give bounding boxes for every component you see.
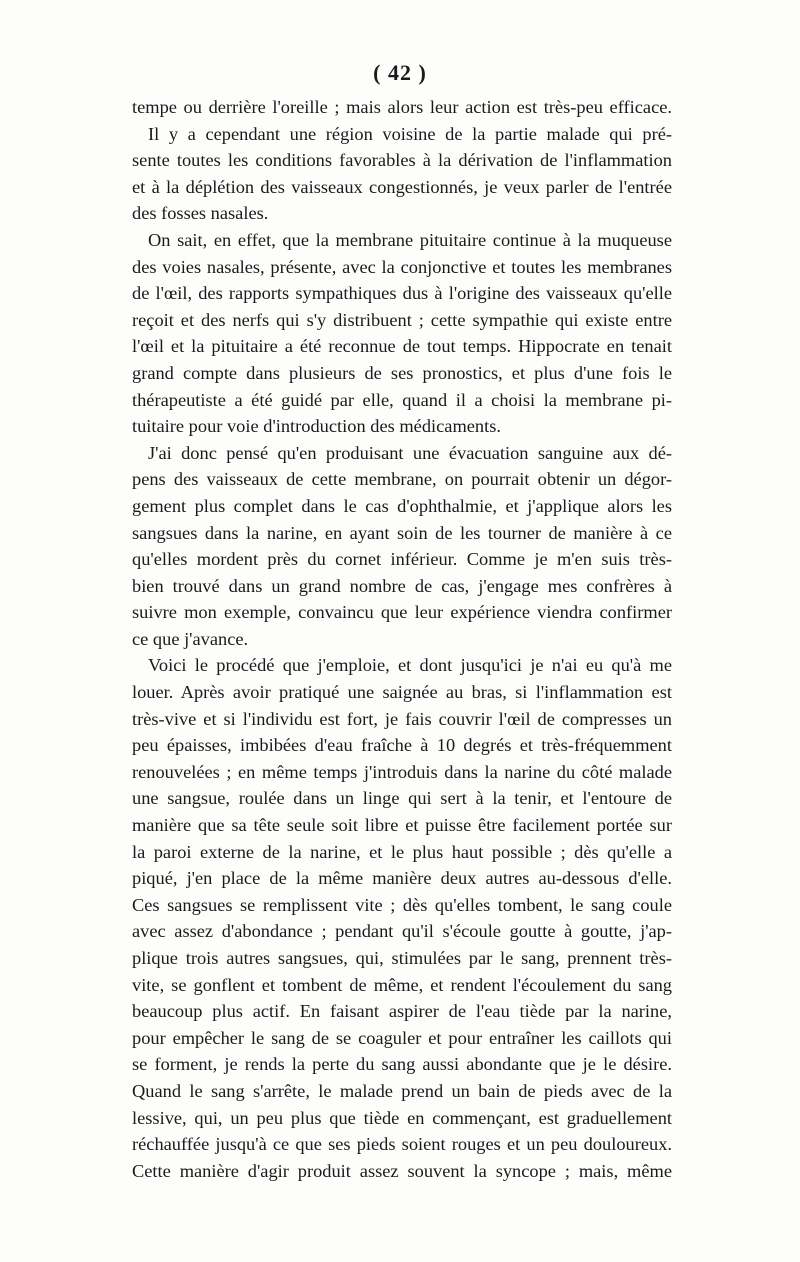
text-line: renouvelées ; en même temps j'introduis dans la narine du côté malade [132, 761, 672, 782]
text-line: et à la déplétion des vaisseaux congestionnés, je veux parler de l'entrée [132, 176, 672, 197]
body-text [132, 94, 672, 1184]
text-line: une sangsue, roulée dans un linge qui sert à la tenir, et l'entoure de [132, 788, 672, 809]
text-line: lessive, qui, un peu plus que tiède en commençant, est graduellement [132, 1107, 672, 1128]
text-line: pour empêcher le sang de se coaguler et pour entraîner les caillots qui [132, 1027, 672, 1048]
text-line: tempe ou derrière l'oreille ; mais alors leur action est très-peu efficace. [132, 97, 672, 117]
text-line: sangsues dans la narine, en ayant soin de les tourner de manière à ce [132, 522, 672, 543]
text-line: avec assez d'abondance ; pendant qu'il s'écoule goutte à goutte, j'ap- [132, 921, 672, 942]
text-line: manière que sa tête seule soit libre et puisse être facilement portée sur [132, 815, 672, 836]
text-line: très-vive et si l'individu est fort, je fais couvrir l'œil de compresses un [132, 708, 672, 729]
text-line: Il y a cependant une région voisine de la partie malade qui pré- [148, 123, 672, 144]
text-line: la paroi externe de la narine, et le plus haut possible ; dès qu'elle a [132, 841, 672, 862]
text-line: suivre mon exemple, convaincu que leur expérience viendra confirmer [132, 602, 672, 623]
text-line: sente toutes les conditions favorables à la dérivation de l'inflammation [132, 150, 672, 171]
text-line: Cette manière d'agir produit assez souvent la syncope ; mais, même [132, 1160, 672, 1181]
text-line: pens des vaisseaux de cette membrane, on pourrait obtenir un dégor- [132, 469, 672, 490]
text-line: des fosses nasales. [132, 203, 269, 224]
text-line: de l'œil, des rapports sympathiques dus à l'origine des vaisseaux qu'elle [132, 283, 672, 304]
text-line: beaucoup plus actif. En faisant aspirer de l'eau tiède par la narine, [132, 1001, 672, 1022]
text-line: Ces sangsues se remplissent vite ; dès qu'elles tombent, le sang coule [132, 894, 672, 915]
text-line: se forment, je rends la perte du sang aussi abondante que je le désire. [132, 1054, 672, 1075]
text-line: des voies nasales, présente, avec la conjonctive et toutes les membranes [132, 256, 672, 277]
text-line: qu'elles mordent près du cornet inférieur. Comme je m'en suis très- [132, 549, 672, 570]
text-line: J'ai donc pensé qu'en produisant une évacuation sanguine aux dé- [148, 442, 672, 463]
text-line: réchauffée jusqu'à ce que ses pieds soient rouges et un peu douloureux. [132, 1134, 672, 1155]
text-line: On sait, en effet, que la membrane pituitaire continue à la muqueuse [148, 229, 672, 250]
page-number: ( 42 ) [373, 60, 427, 85]
text-line: reçoit et des nerfs qui s'y distribuent ; cette sympathie qui existe entre [132, 309, 672, 330]
text-line: gement plus complet dans le cas d'ophthalmie, et j'applique alors les [132, 495, 672, 516]
text-line: piqué, j'en place de la même manière deux autres au-dessous d'elle. [132, 868, 672, 889]
text-line: thérapeutiste a été guidé par elle, quand il a choisi la membrane pi- [132, 389, 672, 410]
text-line: grand compte dans plusieurs de ses pronostics, et plus d'une fois le [132, 362, 672, 383]
text-line: louer. Après avoir pratiqué une saignée au bras, si l'inflammation est [132, 682, 672, 703]
text-line: bien trouvé dans un grand nombre de cas, j'engage mes confrères à [132, 575, 672, 596]
text-line: Voici le procédé que j'emploie, et dont jusqu'ici je n'ai eu qu'à me [148, 655, 672, 676]
text-line: l'œil et la pituitaire a été reconnue de tout temps. Hippocrate en tenait [132, 336, 672, 357]
text-line: Quand le sang s'arrête, le malade prend un bain de pieds avec de la [132, 1080, 672, 1101]
text-line: peu épaisses, imbibées d'eau fraîche à 10 degrés et très-fréquemment [132, 735, 672, 756]
text-line: tuitaire pour voie d'introduction des médicaments. [132, 416, 501, 437]
text-line: plique trois autres sangsues, qui, stimulées par le sang, prennent très- [132, 948, 672, 968]
text-line: ce que j'avance. [132, 628, 249, 649]
text-line: vite, se gonflent et tombent de même, et rendent l'écoulement du sang [132, 974, 672, 995]
